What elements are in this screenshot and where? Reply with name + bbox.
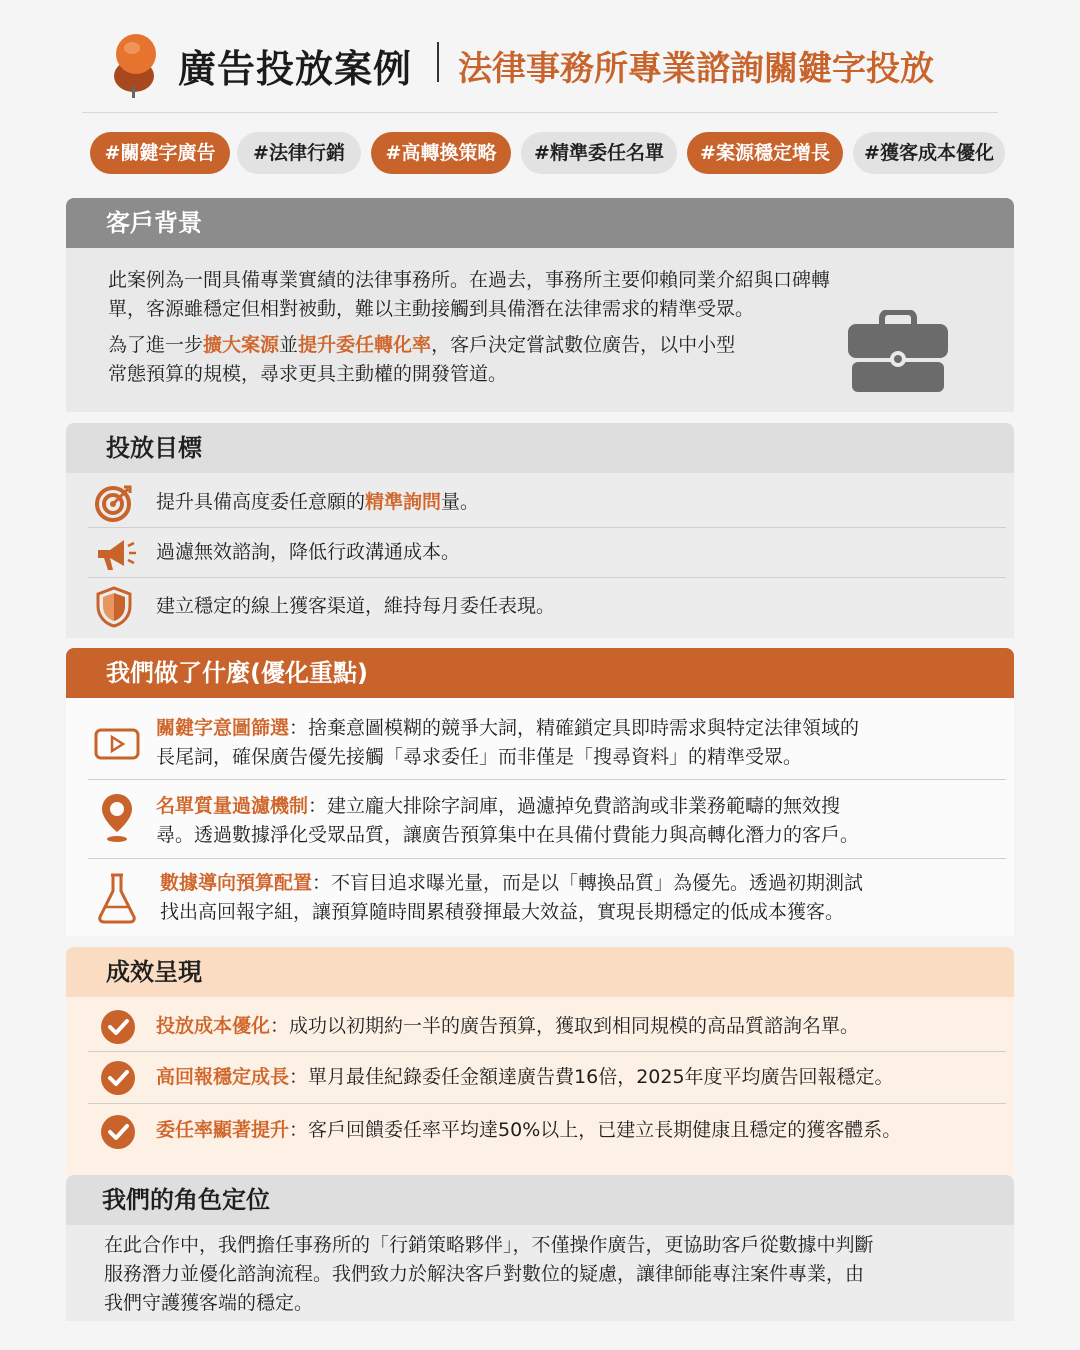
location-pin-icon [100,792,134,846]
section-heading: 投放目標 [66,423,1014,473]
result-item: 委任率顯著提升：客戶回饋委任率平均達50%以上，已建立長期健康且穩定的獲客體系。 [88,1104,1006,1156]
role-line-2: 服務潛力並優化諮詢流程。我們致力於解決客戶對數位的疑慮，讓律師能專注案件專業，由 [104,1263,865,1285]
role-line-1: 在此合作中，我們擔任事務所的「行銷策略夥伴」，不僅操作廣告，更協助客戶從數據中判斷 [104,1234,874,1256]
tag-stable-growth[interactable]: #案源穩定增長 [687,132,843,174]
section-goals [66,423,1014,638]
action-item: 名單質量過濾機制：建立龐大排除字詞庫，過濾掉免費諮詢或非業務範疇的無效搜 尋。透過數據淨化受眾品質，讓廣告預算集中在具備付費能力與高轉化潛力的客戶。 [88,780,1006,858]
goal-item: 建立穩定的線上獲客渠道，維持每月委任表現。 [88,578,1006,636]
tag-cost-optimization[interactable]: #獲客成本優化 [853,132,1005,174]
background-line-2: 單，客源雖穩定但相對被動，難以主動接觸到具備潛在法律需求的精準受眾。 [108,298,755,320]
target-icon [94,483,134,523]
section-role [66,1175,1014,1321]
flask-icon [96,871,138,925]
goal-item: 過濾無效諮詢，降低行政溝通成本。 [88,528,1006,578]
section-actions [66,648,1014,936]
pushpin-icon [110,32,162,98]
shield-icon [96,586,132,628]
header-divider [82,112,998,113]
background-line-1: 此案例為一間具備專業實績的法律事務所。在過去，事務所主要仰賴同業介紹與口碑轉 [108,269,831,291]
section-results [66,947,1014,1213]
tag-high-conversion[interactable]: #高轉換策略 [371,132,511,174]
header [0,28,1080,98]
background-line-4: 常態預算的規模，尋求更具主動權的開發管道。 [108,363,508,385]
result-item: 高回報穩定成長：單月最佳紀錄委任金額達廣告費16倍，2025年度平均廣告回報穩定。 [88,1052,1006,1103]
tag-legal-marketing[interactable]: #法律行銷 [237,132,361,174]
role-line-3: 我們守護獲客端的穩定。 [104,1292,314,1314]
section-heading: 我們的角色定位 [66,1175,1014,1225]
result-item: 投放成本優化：成功以初期約一半的廣告預算，獲取到相同規模的高品質諮詢名單。 [88,997,1006,1051]
check-circle-icon [100,1114,136,1150]
section-heading: 成效呈現 [66,947,1014,997]
background-line-3: 為了進一步擴大案源並提升委任轉化率，客戶決定嘗試數位廣告，以中小型 [108,334,736,356]
page-subtitle: 法律事務所專業諮詢關鍵字投放 [458,49,934,89]
section-client-background [66,198,1014,412]
action-item: 關鍵字意圖篩選：捨棄意圖模糊的競爭大詞，精確鎖定具即時需求與特定法律領域的 長尾詞，確保廣告優先接觸「尋求委任」而非僅是「搜尋資料」的精準受眾。 [88,698,1006,779]
check-circle-icon [100,1009,136,1045]
megaphone-icon [94,534,138,574]
section-heading: 我們做了什麼(優化重點) [66,648,1014,698]
page-title: 廣告投放案例 [178,47,413,91]
check-circle-icon [100,1060,136,1096]
video-play-icon [94,728,140,762]
tag-keyword-ads[interactable]: #關鍵字廣告 [90,132,230,174]
title-separator [437,42,439,82]
section-heading: 客戶背景 [66,198,1014,248]
tag-precise-leads[interactable]: #精準委任名單 [521,132,677,174]
briefcase-icon [846,310,950,394]
action-item: 數據導向預算配置：不盲目追求曝光量，而是以「轉換品質」為優先。透過初期測試 找出高回報字組，讓預算隨時間累積發揮最大效益，實現長期穩定的低成本獲客。 [88,859,1006,936]
goal-item: 提升具備高度委任意願的精準詢問量。 [88,473,1006,527]
